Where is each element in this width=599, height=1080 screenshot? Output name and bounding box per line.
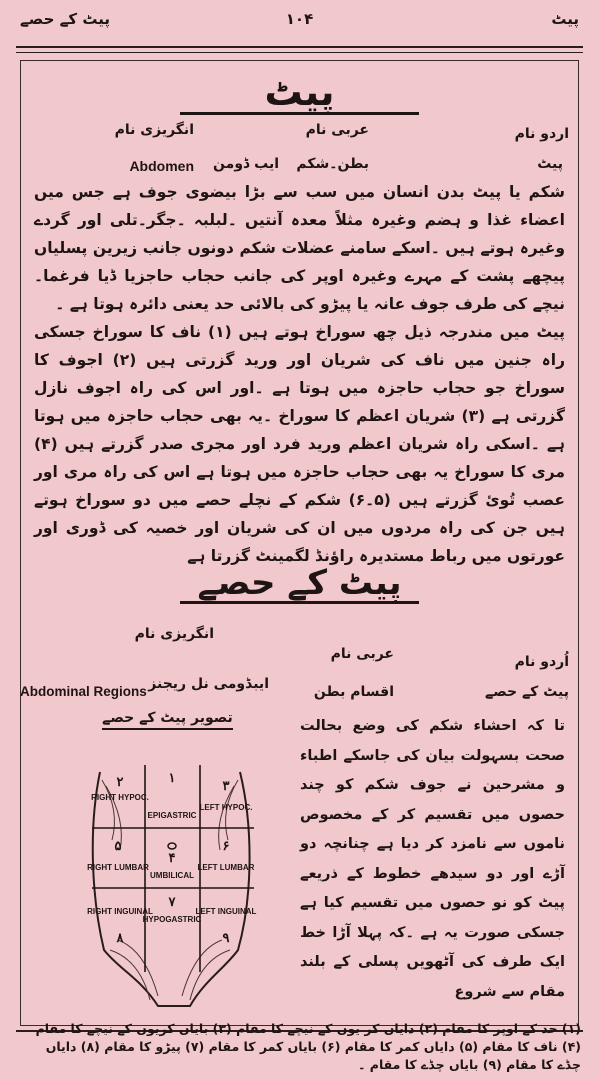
- page-header: [20, 4, 579, 38]
- col-label-arabic: عربی نام: [305, 122, 369, 138]
- region-8-label: RIGHT INGUINAL: [87, 907, 153, 916]
- header-rule: [16, 46, 583, 48]
- arabic-name-2: اقسام بطن: [313, 684, 394, 700]
- region-1-num: ۱: [168, 770, 176, 785]
- regions-description: تا کہ احشاء شکم کی وضع بحالت صحت بسہولت بیان کی جاسکے اطباء و مشرحین نے جوف شکم کو چند حصوں میں تقسیم کر کے مخصوص ناموں سے نامزد کر دیا ہے چنانچہ دو آڑے اور دو سیدھے خطوط کے ذریعے پیٹ کو نو حصوں میں تقسیم کیا ہے جسکی صورت یہ ہے ۔کہ پہلا آڑا خط ایک طرف کی آٹھویں پسلی کے بلند مقام سے شروع: [300, 718, 565, 1000]
- region-6-num: ۶: [222, 838, 230, 853]
- urdu-name-2: پیٹ کے حصے: [485, 684, 569, 700]
- region-9-label: LEFT INGUINAL: [195, 907, 257, 916]
- abdominal-regions-figure: [40, 710, 295, 1010]
- page-number: ۱۰۴: [285, 10, 314, 28]
- section-title-regions: پیٹ کے حصے: [0, 562, 599, 604]
- paragraph-abdomen: شکم یا پیٹ بدن انسان میں سب سے بڑا بیضوی جوف ہے جس میں اعضاء غذا و ہضم وغیرہ مثلاً معدہ آنتیں ۔لبلبہ ۔جگر۔تلی اور گردے وغیرہ ہوتے ہیں ۔اسکے سامنے عضلات شکم دونوں جانب زیرین پسلیاں پیچھے پشت کے مہرے وغیرہ اوپر کی جانب حجاب حاجزیا ڈیا فرغما۔ نیچے کی طرف جوف عانہ یا پیڑو کی بالائی حد یعنی دائرہ ہوتا ہے ۔: [34, 183, 565, 313]
- col-label-arabic-2: عربی نام: [330, 646, 394, 662]
- footnote-legend: (۱) حد کے اوپر کا مقام (۲) دایاں کر یوں کے نیچے کا مقام (۳) بایاں کریوں کے نیچے کا مقام (۴) ناف کا مقام (۵) دایاں کمر کا مقام (۶) بایاں کمر کا مقام (۷) پیڑو کا مقام (۸) دایاں چڈے کا مقام (۹) بایاں چڈے کا مقام ۔: [35, 1021, 581, 1072]
- name-table-2: [20, 626, 569, 706]
- english-name-2: Abdominal Regions: [20, 684, 147, 699]
- urdu-name: پیٹ: [537, 156, 563, 172]
- region-2-num: ۲: [116, 774, 124, 789]
- region-4-num: ۴: [168, 850, 176, 865]
- region-8-num: ۸: [116, 930, 124, 945]
- col-label-urdu-2: اُردو نام: [514, 654, 569, 670]
- region-2-label: RIGHT HYPOC.: [91, 793, 149, 802]
- col-label-urdu: اردو نام: [514, 126, 569, 142]
- running-head-right: پیٹ: [551, 10, 579, 28]
- region-7-label: HYPOGASTRIC: [142, 915, 202, 924]
- paragraph-openings: پیٹ میں مندرجہ ذیل چھ سوراخ ہوتے ہیں (۱) ناف کا سوراخ جسکی راہ جنین میں ناف کی شریان اور ورید گزرتی ہیں (۲) اجوف کا سوراخ جو حجاب حاجزہ میں ہوتا ہے ۔اور اس کی راہ اجوف نازل گزرتی ہے (۳) شریان اعظم کا سوراخ ۔یہ بھی حجاب حاجزہ میں ہوتا ہے ۔اسکی راہ شریان اعظم ورید فرد اور مجری صدر گزرتے ہیں (۴) مری کا سوراخ یہ بھی حجاب حاجزہ میں ہوتا ہے اس کی راہ مری اور عصب تُوئ گزرتے ہیں (۵۔۶) شکم کے نچلے حصے میں دو سوراخ ہوتے ہیں جن کی راہ مردوں میں ان کی شریان اور خصیہ کی ڈوری اور عورتوں میں رباط مستدیرہ راؤنڈ لگمینٹ گزرتا ہے: [34, 323, 565, 565]
- english-name: Abdomen: [129, 158, 194, 174]
- region-7-num: ۷: [168, 894, 176, 909]
- region-5-label: RIGHT LUMBAR: [87, 863, 149, 872]
- col-label-english-2: انگریزی نام: [134, 626, 214, 642]
- figure-caption: تصویر پیٹ کے حصے: [40, 710, 295, 726]
- region-9-num: ۹: [222, 930, 230, 945]
- region-1-label: EPIGASTRIC: [147, 811, 197, 820]
- region-4-label: UMBILICAL: [150, 871, 194, 880]
- region-3-label: LEFT HYPOC.: [199, 803, 253, 812]
- header-rule-thin: [16, 52, 583, 53]
- running-head-left: پیٹ کے حصے: [20, 10, 110, 28]
- region-5-num: ۵: [114, 838, 122, 853]
- arabic-name: بطن۔شکم: [296, 156, 369, 172]
- english-transliteration-2: ایبڈومی نل ریجنز: [148, 676, 269, 692]
- abdomen-diagram: [40, 710, 295, 1010]
- region-3-num: ۳: [222, 778, 230, 793]
- english-transliteration: ایب ڈومن: [213, 156, 279, 172]
- section-title-abdomen: پیٹ: [0, 70, 599, 115]
- col-label-english: انگریزی نام: [114, 122, 194, 138]
- name-table-1: [40, 122, 569, 182]
- region-6-label: LEFT LUMBAR: [197, 863, 255, 872]
